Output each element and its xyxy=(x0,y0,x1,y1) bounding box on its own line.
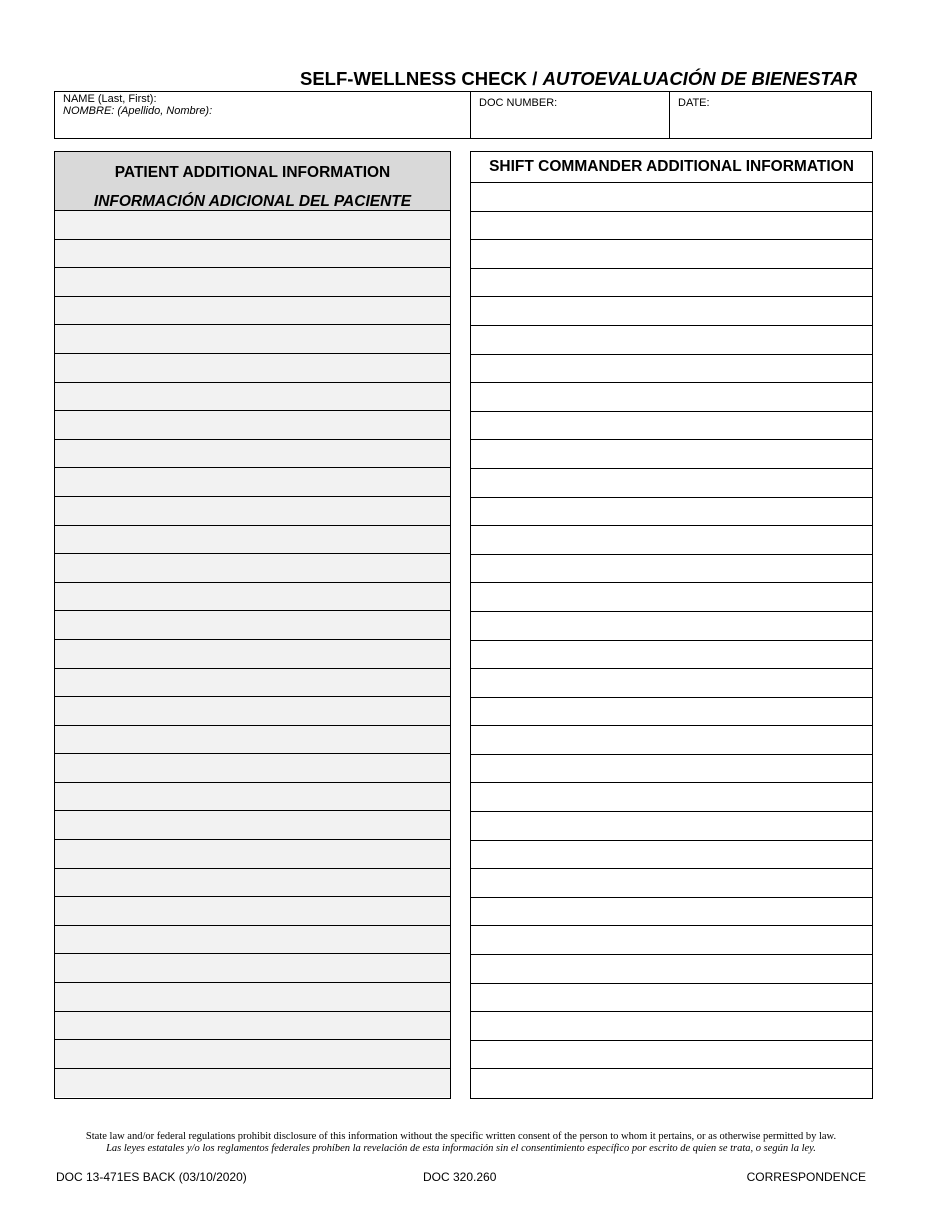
patient-info-line[interactable] xyxy=(55,411,450,440)
patient-info-line[interactable] xyxy=(55,840,450,869)
shift-commander-line[interactable] xyxy=(471,555,872,584)
shift-commander-line[interactable] xyxy=(471,698,872,727)
form-title-english: SELF-WELLNESS CHECK / xyxy=(300,68,543,89)
shift-commander-section xyxy=(470,151,873,1099)
shift-commander-line[interactable] xyxy=(471,212,872,241)
shift-commander-line[interactable] xyxy=(471,984,872,1013)
patient-info-line[interactable] xyxy=(55,869,450,898)
doc-number-label: DOC NUMBER: xyxy=(479,97,558,109)
patient-info-line[interactable] xyxy=(55,726,450,755)
confidentiality-notice xyxy=(0,1131,922,1155)
patient-info-line[interactable] xyxy=(55,583,450,612)
shift-commander-line[interactable] xyxy=(471,440,872,469)
doc-number-field[interactable] xyxy=(471,92,670,138)
patient-info-line[interactable] xyxy=(55,383,450,412)
patient-heading-english: PATIENT ADDITIONAL INFORMATION xyxy=(114,164,391,181)
patient-info-line[interactable] xyxy=(55,268,450,297)
shift-commander-line[interactable] xyxy=(471,841,872,870)
patient-info-line[interactable] xyxy=(55,926,450,955)
patient-info-heading xyxy=(55,152,450,211)
shift-commander-line[interactable] xyxy=(471,355,872,384)
patient-info-line[interactable] xyxy=(55,1069,450,1098)
shift-commander-line[interactable] xyxy=(471,898,872,927)
patient-info-line[interactable] xyxy=(55,640,450,669)
shift-commander-line[interactable] xyxy=(471,469,872,498)
shift-commander-line[interactable] xyxy=(471,669,872,698)
patient-info-line[interactable] xyxy=(55,754,450,783)
shift-commander-line[interactable] xyxy=(471,955,872,984)
date-label: DATE: xyxy=(678,97,710,109)
identification-header xyxy=(54,91,872,139)
patient-info-line[interactable] xyxy=(55,611,450,640)
shift-commander-line[interactable] xyxy=(471,869,872,898)
shift-commander-line[interactable] xyxy=(471,612,872,641)
patient-info-line[interactable] xyxy=(55,297,450,326)
name-label-spanish: NOMBRE: (Apellido, Nombre): xyxy=(63,105,213,117)
shift-commander-line[interactable] xyxy=(471,641,872,670)
shift-commander-line[interactable] xyxy=(471,926,872,955)
patient-info-line[interactable] xyxy=(55,669,450,698)
shift-commander-line[interactable] xyxy=(471,183,872,212)
shift-commander-heading: SHIFT COMMANDER ADDITIONAL INFORMATION xyxy=(471,152,872,183)
shift-commander-line[interactable] xyxy=(471,498,872,527)
patient-info-line[interactable] xyxy=(55,1040,450,1069)
date-field[interactable] xyxy=(670,92,871,138)
patient-heading-spanish: INFORMACIÓN ADICIONAL DEL PACIENTE xyxy=(93,193,412,210)
shift-commander-line[interactable] xyxy=(471,240,872,269)
notice-english: State law and/or federal regulations prohibit disclosure of this information without the specific written consent of the person to whom it pertains, or as otherwise permitted by law. xyxy=(85,1131,837,1142)
form-title-spanish: AUTOEVALUACIÓN DE BIENESTAR xyxy=(542,68,858,89)
patient-info-line[interactable] xyxy=(55,354,450,383)
shift-commander-line[interactable] xyxy=(471,812,872,841)
shift-commander-line[interactable] xyxy=(471,412,872,441)
shift-commander-line[interactable] xyxy=(471,755,872,784)
patient-info-line[interactable] xyxy=(55,954,450,983)
name-label: NAME (Last, First): xyxy=(63,93,157,105)
shift-commander-line[interactable] xyxy=(471,726,872,755)
patient-info-line[interactable] xyxy=(55,325,450,354)
shift-commander-line[interactable] xyxy=(471,783,872,812)
patient-info-line[interactable] xyxy=(55,468,450,497)
shift-commander-line[interactable] xyxy=(471,526,872,555)
form-title xyxy=(300,68,870,90)
patient-info-lines xyxy=(55,211,450,1097)
patient-info-line[interactable] xyxy=(55,897,450,926)
patient-info-line[interactable] xyxy=(55,526,450,555)
patient-info-line[interactable] xyxy=(55,440,450,469)
shift-commander-line[interactable] xyxy=(471,297,872,326)
shift-commander-line[interactable] xyxy=(471,1041,872,1070)
distribution-category: CORRESPONDENCE xyxy=(746,1170,866,1184)
patient-info-line[interactable] xyxy=(55,983,450,1012)
shift-commander-line[interactable] xyxy=(471,1012,872,1041)
patient-info-line[interactable] xyxy=(55,240,450,269)
form-id: DOC 13-471ES BACK (03/10/2020) xyxy=(56,1170,247,1184)
patient-info-line[interactable] xyxy=(55,554,450,583)
shift-commander-line[interactable] xyxy=(471,383,872,412)
shift-commander-line[interactable] xyxy=(471,269,872,298)
name-field[interactable] xyxy=(55,92,471,138)
patient-info-line[interactable] xyxy=(55,1012,450,1041)
policy-number: DOC 320.260 xyxy=(423,1170,497,1184)
notice-spanish: Las leyes estatales y/o los reglamentos federales prohíben la revelación de esta información sin el consentimiento específico por escrito de quien se trata, o según la ley. xyxy=(106,1143,816,1154)
shift-commander-lines xyxy=(471,183,872,1098)
patient-info-line[interactable] xyxy=(55,697,450,726)
patient-info-line[interactable] xyxy=(55,497,450,526)
patient-info-line[interactable] xyxy=(55,811,450,840)
patient-info-line[interactable] xyxy=(55,783,450,812)
shift-commander-line[interactable] xyxy=(471,583,872,612)
shift-commander-line[interactable] xyxy=(471,326,872,355)
patient-info-section xyxy=(54,151,451,1099)
shift-commander-line[interactable] xyxy=(471,1069,872,1098)
